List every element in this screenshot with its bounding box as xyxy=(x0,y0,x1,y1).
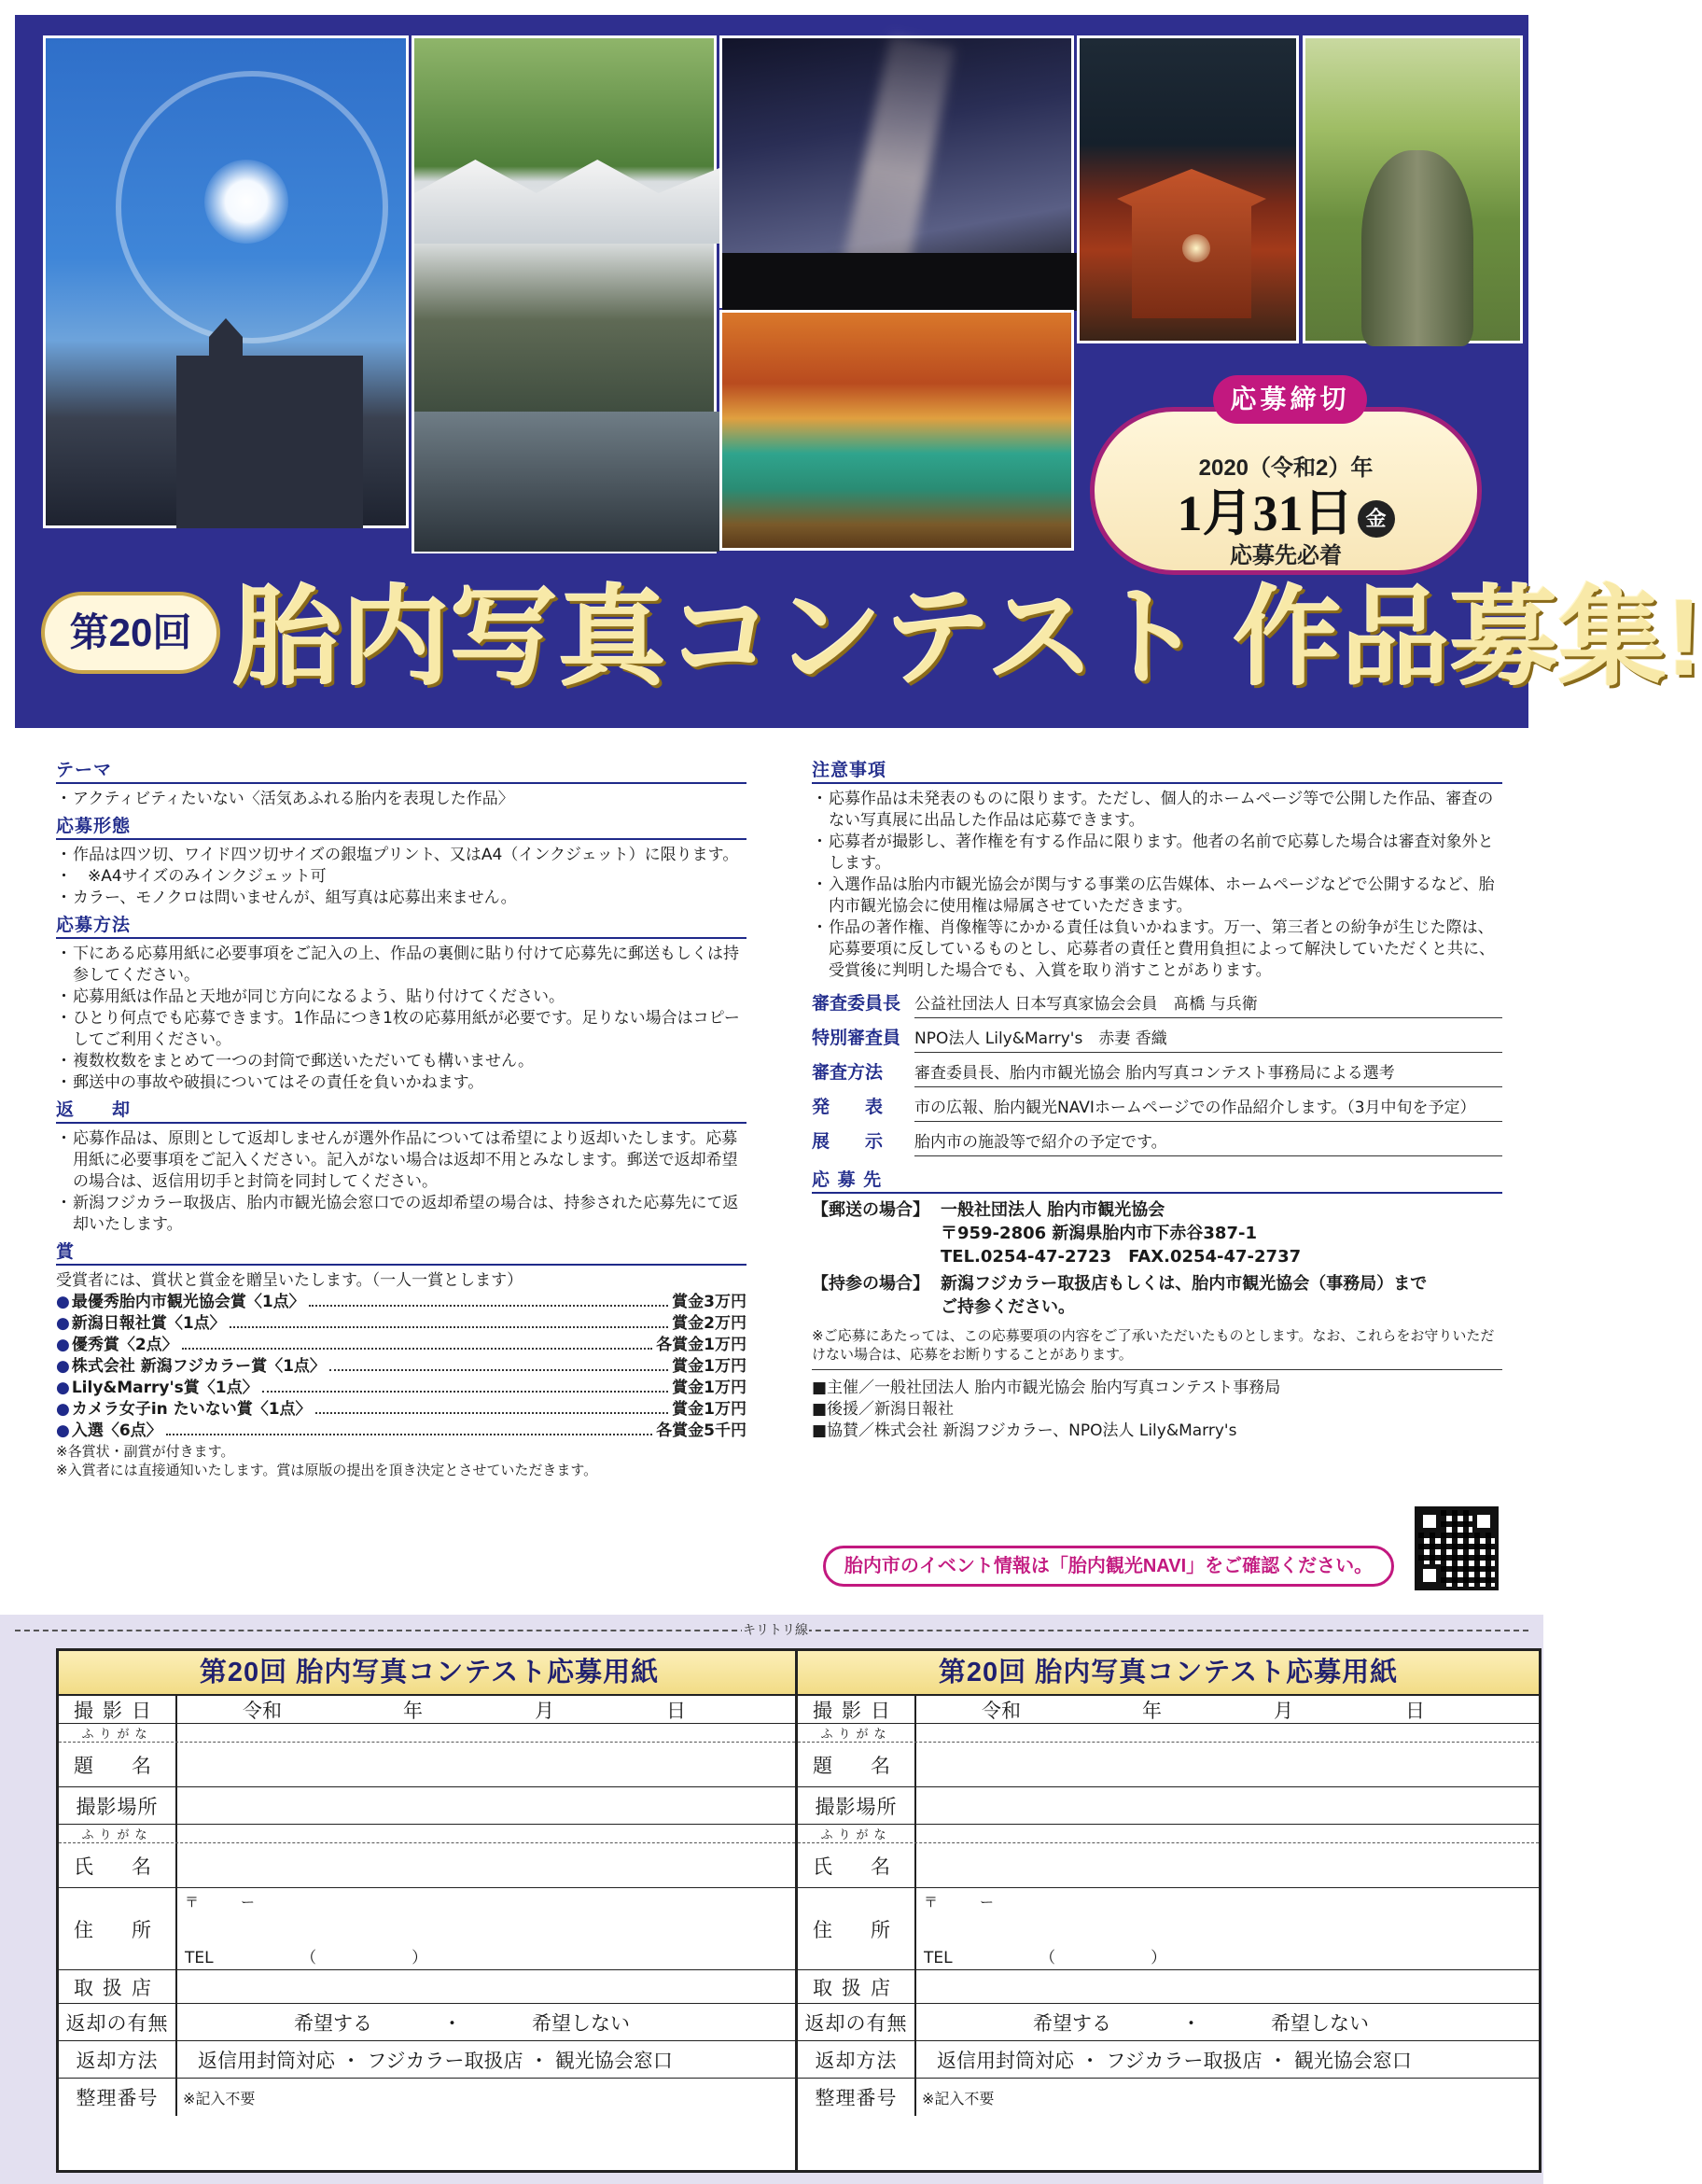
name-furigana-field[interactable] xyxy=(916,1825,1539,1842)
theme-list xyxy=(56,789,746,810)
form-row-number: 整理番号 ※記入不要 xyxy=(798,2079,1539,2116)
name-furigana-field[interactable] xyxy=(177,1825,800,1842)
form-row-shop: 取扱店 xyxy=(798,1970,1539,2004)
form-row-furigana: ふりがな xyxy=(798,1724,1539,1743)
form-title: 第20回 胎内写真コンテスト応募用紙 xyxy=(59,1651,800,1696)
list-item: ・ 複数枚数をまとめて一つの封筒で郵送いただいても構いません。 xyxy=(56,1051,746,1072)
bring-address: 【持参の場合】 新潟フジカラー取扱店もしくは、胎内市観光協会（事務局）まで ご持参ください。 xyxy=(812,1274,1428,1317)
form-row-furigana: ふりがな xyxy=(59,1825,800,1843)
title-number-badge: 第20回 xyxy=(41,592,220,674)
deadline-badge xyxy=(1090,407,1482,575)
cut-line-label: キリトリ線 xyxy=(742,1620,809,1639)
credits xyxy=(812,1378,1502,1442)
title-furigana-field[interactable] xyxy=(177,1724,800,1742)
shop-field[interactable] xyxy=(177,1970,800,2003)
form-row-date xyxy=(59,1696,800,1724)
entry-form-left xyxy=(56,1648,802,2173)
right-column xyxy=(812,754,1502,1442)
prize-row: ● カメラ女子in たいない賞〈1点〉 賞金1万円 xyxy=(56,1399,746,1421)
judge-row: 審査委員長 公益社団法人 日本写真家協会会員 髙橋 与兵衛 xyxy=(812,993,1502,1018)
form-row-name: 氏 名 xyxy=(59,1843,800,1888)
deadline-dow: 金 xyxy=(1358,500,1395,538)
consent-note: ※ご応募にあたっては、この応募要項の内容をご了承いただいたものとします。なお、これらをお守りいただけない場合は、応募をお断りすることがあります。 xyxy=(812,1326,1502,1370)
section-prize-heading: 賞 xyxy=(56,1241,746,1266)
return-method-options[interactable]: 返信用封筒対応 ・ フジカラー取扱店 ・ 観光協会窓口 xyxy=(937,2049,1412,2072)
photo-beech-tree xyxy=(1303,35,1523,343)
place-field[interactable] xyxy=(916,1787,1539,1824)
list-item: ・ 応募用紙は作品と天地が同じ方向になるよう、貼り付けてください。 xyxy=(56,987,746,1008)
form-row-furigana: ふりがな xyxy=(59,1724,800,1743)
form-row-address: 住 所 〒 ー TEL （ ） xyxy=(798,1888,1539,1970)
photo-temple-gate-night xyxy=(1077,35,1299,343)
photo-shrine-ceremony xyxy=(412,35,717,553)
judge-row: 展 示 胎内市の施設等で紹介の予定です。 xyxy=(812,1131,1502,1156)
form-row-shop: 取扱店 xyxy=(59,1970,800,2004)
form-title: 第20回 胎内写真コンテスト応募用紙 xyxy=(798,1651,1539,1696)
section-notes-heading: 注意事項 xyxy=(812,760,1502,784)
form-row-place: 撮影場所 xyxy=(798,1787,1539,1825)
option-return-no[interactable]: 希望しない xyxy=(532,2011,630,2035)
prize-note: ※入賞者には直接通知いたします。賞は原版の提出を頂き決定とさせていただきます。 xyxy=(56,1462,598,1478)
address-field[interactable]: 〒 ー TEL （ ） xyxy=(185,1894,428,1967)
deadline-date: 1月31日 金 xyxy=(1095,473,1477,545)
form-row-place: 撮影場所 xyxy=(59,1787,800,1825)
notes-list xyxy=(812,789,1502,982)
deadline-year: 2020（令和2）年 xyxy=(1198,455,1374,481)
deadline-tab: 応募締切 xyxy=(1213,375,1367,424)
list-item: ・ 応募者が撮影し、著作権を有する作品に限ります。他者の名前で応募した場合は審査対象外とします。 xyxy=(812,832,1502,875)
title-field[interactable] xyxy=(916,1743,1539,1786)
form-row-number: 整理番号 ※記入不要 xyxy=(59,2079,800,2116)
section-theme-heading: テーマ xyxy=(56,760,746,784)
section-format-heading: 応募形態 xyxy=(56,816,746,840)
list-item: ・ 作品の著作権、肖像権等にかかる責任は負いかねます。万一、第三者との紛争が生じた際は、応募要項に反しているものとし、応募者の責任と費用負担によって解決していただくと共に、受賞後に判明した場合でも、入賞を取り消すことがあります。 xyxy=(812,917,1502,982)
prize-row: ● Lily&Marry's賞〈1点〉 賞金1万円 xyxy=(56,1378,746,1399)
form-row-title: 題 名 xyxy=(798,1743,1539,1787)
method-list xyxy=(56,944,746,1094)
place-field[interactable] xyxy=(177,1787,800,1824)
credit-line: ■協賛／株式会社 新潟フジカラー、NPO法人 Lily&Marry's xyxy=(812,1421,1237,1440)
prize-row: ● 株式会社 新潟フジカラー賞〈1点〉 賞金1万円 xyxy=(56,1356,746,1378)
list-item: ・ 下にある応募用紙に必要事項をご記入の上、作品の裏側に貼り付けて応募先に郵送もしくは持参してください。 xyxy=(56,944,746,987)
judge-row: 特別審査員 NPO法人 Lily&Marry's 赤妻 香織 xyxy=(812,1028,1502,1053)
name-field[interactable] xyxy=(916,1843,1539,1887)
name-field[interactable] xyxy=(177,1843,800,1887)
form-row-return: 返却の有無 希望する ・ 希望しない xyxy=(59,2004,800,2041)
section-destination-heading: 応 募 先 xyxy=(812,1169,1502,1194)
list-item: ・ ひとり何点でも応募できます。1作品につき1枚の応募用紙が必要です。足りない場合はコピーしてご利用ください。 xyxy=(56,1008,746,1051)
left-column xyxy=(56,754,746,1479)
format-list xyxy=(56,845,746,909)
entry-form-right xyxy=(795,1648,1542,2173)
list-item: ・ 入選作品は胎内市観光協会が関与する事業の広告媒体、ホームページなどで公開するなど、胎内市観光協会に使用権は帰属させていただきます。 xyxy=(812,875,1502,917)
return-method-options[interactable]: 返信用封筒対応 ・ フジカラー取扱店 ・ 観光協会窓口 xyxy=(198,2049,673,2072)
credit-line: ■主催／一般社団法人 胎内市観光協会 胎内写真コンテスト事務局 xyxy=(812,1379,1281,1397)
list-item: ・ 応募作品は未発表のものに限ります。ただし、個人的ホームページ等で公開した作品、審査のない写真展に出品した作品は応募できます。 xyxy=(812,789,1502,832)
list-item: ・ 応募作品は、原則として返却しませんが選外作品については希望により返却いたします。応募用紙に必要事項をご記入ください。記入がない場合は返却不用とみなします。郵送で返却希望の場合は、返信用切手と封筒を同封してください。 xyxy=(56,1128,746,1193)
prize-row: ● 優秀賞〈2点〉 各賞金1万円 xyxy=(56,1335,746,1356)
form-row-name: 氏 名 xyxy=(798,1843,1539,1888)
prize-row: ● 最優秀胎内市観光協会賞〈1点〉 賞金3万円 xyxy=(56,1292,746,1313)
form-row-date: 撮影日 令和 年 月 日 xyxy=(798,1696,1539,1724)
shop-field[interactable] xyxy=(916,1970,1539,2003)
prize-intro: 受賞者には、賞状と賞金を贈呈いたします。（一人一賞とします） xyxy=(56,1271,523,1290)
option-return-no[interactable]: 希望しない xyxy=(1271,2011,1369,2035)
section-return-heading: 返 却 xyxy=(56,1099,746,1124)
form-row-title: 題 名 xyxy=(59,1743,800,1787)
date-field[interactable]: 令和 年 月 日 xyxy=(982,1699,1425,1722)
date-field[interactable]: 令和 年 月 日 xyxy=(243,1699,686,1722)
credit-line: ■後援／新潟日報社 xyxy=(812,1400,955,1419)
option-return-yes[interactable]: 希望する xyxy=(1033,2011,1111,2035)
list-item: ・ カラー、モノクロは問いませんが、組写真は応募出来ません。 xyxy=(56,888,746,909)
prize-list xyxy=(56,1292,746,1442)
address-field[interactable]: 〒 ー TEL （ ） xyxy=(924,1894,1167,1967)
mail-address: 【郵送の場合】 一般社団法人 胎内市観光協会 〒959-2806 新潟県胎内市下赤谷387-1 TEL.0254-47-2723 FAX.0254-47-2737 xyxy=(812,1200,1302,1267)
section-method-heading: 応募方法 xyxy=(56,915,746,939)
form-row-method: 返却方法 返信用封筒対応 ・ フジカラー取扱店 ・ 観光協会窓口 xyxy=(798,2041,1539,2079)
form-row-address: 住 所 〒 ー TEL （ ） xyxy=(59,1888,800,1970)
judge-row: 発 表 市の広報、胎内観光NAVIホームページでの作品紹介します。（3月中旬を予定） xyxy=(812,1097,1502,1122)
prize-note: ※各賞状・副賞が付きます。 xyxy=(56,1443,235,1460)
form-row-furigana: ふりがな xyxy=(798,1825,1539,1843)
photo-sun-halo-building xyxy=(43,35,409,528)
title-field[interactable] xyxy=(177,1743,800,1786)
title-furigana-field[interactable] xyxy=(916,1724,1539,1742)
list-item: ・ 郵送中の事故や破損についてはその責任を負いかねます。 xyxy=(56,1072,746,1094)
form-row-return: 返却の有無 希望する ・ 希望しない xyxy=(798,2004,1539,2041)
list-note: ・ ※A4サイズのみインクジェット可 xyxy=(56,866,746,888)
list-item: ・ 新潟フジカラー取扱店、胎内市観光協会窓口での返却希望の場合は、持参された応募先にて返却いたします。 xyxy=(56,1193,746,1236)
page-title: 胎内写真コンテスト 作品募集! xyxy=(233,577,1702,698)
judge-row: 審査方法 審査委員長、胎内市観光協会 胎内写真コンテスト事務局による選考 xyxy=(812,1062,1502,1087)
deadline-note: 応募先必着 xyxy=(1230,543,1342,568)
photo-autumn-gorge xyxy=(719,310,1074,551)
option-return-yes[interactable]: 希望する xyxy=(294,2011,372,2035)
list-item: ・ アクティビティたいない〈活気あふれる胎内を表現した作品〉 xyxy=(56,789,746,810)
qr-code-icon[interactable] xyxy=(1415,1506,1499,1590)
photo-milky-way xyxy=(719,35,1074,308)
navi-banner: 胎内市のイベント情報は「胎内観光NAVI」をご確認ください。 xyxy=(823,1546,1394,1587)
form-row-method: 返却方法 返信用封筒対応 ・ フジカラー取扱店 ・ 観光協会窓口 xyxy=(59,2041,800,2079)
prize-row: ● 新潟日報社賞〈1点〉 賞金2万円 xyxy=(56,1313,746,1335)
label-date: 撮影日 xyxy=(59,1696,177,1723)
return-list xyxy=(56,1128,746,1236)
prize-row: ● 入選〈6点〉 各賞金5千円 xyxy=(56,1421,746,1442)
list-item: ・ 作品は四ツ切、ワイド四ツ切サイズの銀塩プリント、又はA4（インクジェット）に限ります。 xyxy=(56,845,746,866)
